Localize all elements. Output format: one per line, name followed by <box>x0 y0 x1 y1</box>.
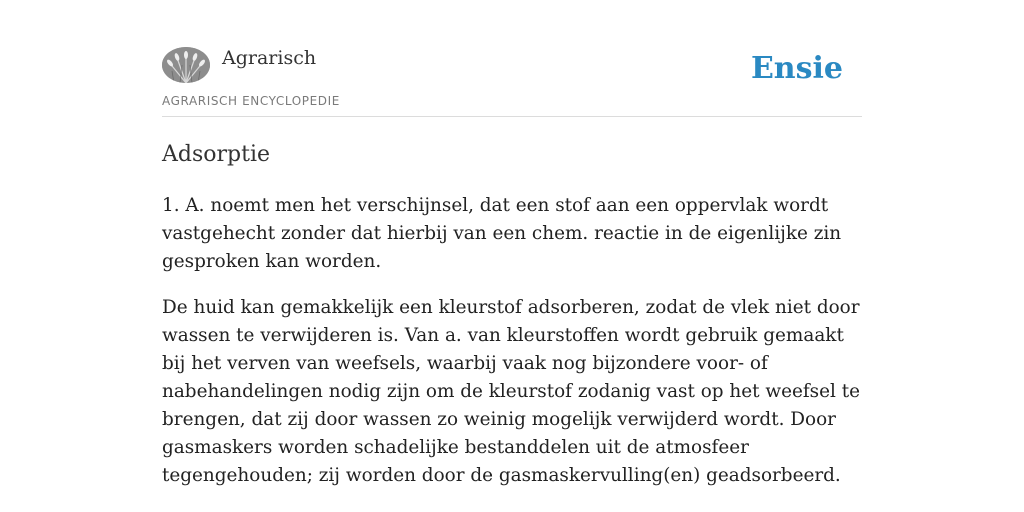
source-avatar[interactable] <box>162 47 210 83</box>
source-subtitle: AGRARISCH ENCYCLOPEDIE <box>162 94 340 108</box>
brand-logo[interactable]: Ensie <box>750 51 843 86</box>
entry-title: Adsorptie <box>162 142 271 167</box>
page <box>162 0 862 486</box>
header <box>162 0 862 117</box>
entry-body <box>162 192 862 508</box>
wheat-icon <box>162 47 210 83</box>
entry-paragraph: 1. A. noemt men het verschijnsel, dat een stof aan een oppervlak wordt vastgehecht zonder dat hierbij van een chem. reactie in de eigenlijke zin gesproken kan worden. <box>162 195 842 272</box>
source-name[interactable]: Agrarisch <box>222 47 317 69</box>
entry-paragraph: De huid kan gemakkelijk een kleurstof adsorberen, zodat de vlek niet door wassen te verwijderen is. Van a. van kleurstoffen wordt gebruik gemaakt bij het verven van weefsels, waarbij vaak nog bijzondere voor- of nabehandelingen nodig zijn om de kleurstof zodanig vast op het weefsel te brengen, dat zij door wassen zo weinig mogelijk verwijderd wordt. Door gasmaskers worden schadelijke bestanddelen uit de atmosfeer tegengehouden; zij worden door de gasmaskervulling(en) geadsorbeerd. <box>162 297 861 486</box>
